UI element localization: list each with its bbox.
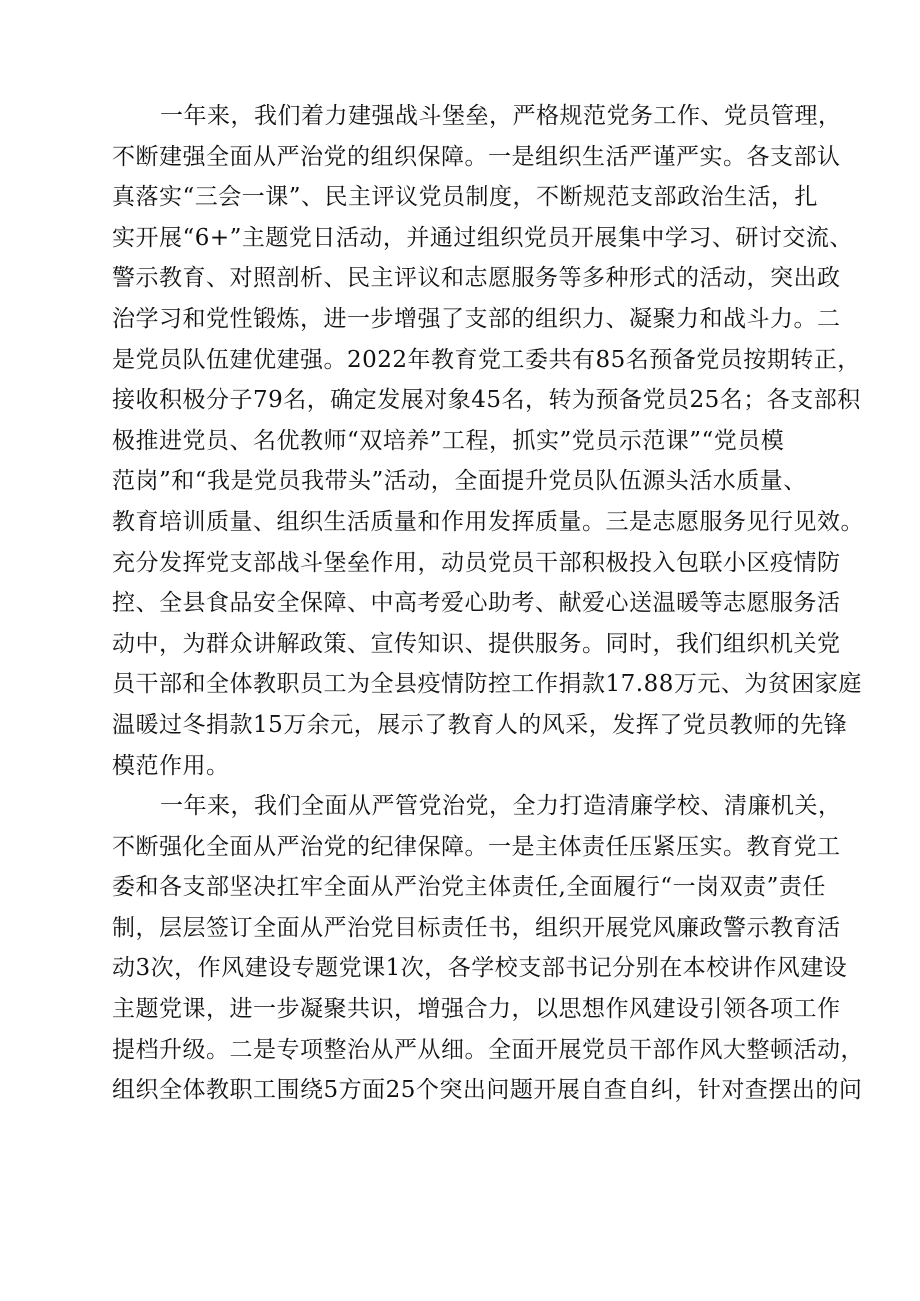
text-line: 一年来，我们着力建强战斗堡垒，严格规范党务工作、党员管理， — [160, 103, 842, 129]
text-line: 员干部和全体教职员工为全县疫情防控工作捐款17.88万元、为贫困家庭 — [112, 671, 862, 698]
text-line: 不断强化全面从严治党的纪律保障。一是主体责任压紧压实。教育党工 — [112, 833, 841, 860]
paragraph-2 — [112, 786, 864, 1111]
text-line: 范岗”和“我是党员我带头”活动，全面提升党员队伍源头活水质量、 — [112, 468, 807, 495]
text-line: 温暖过冬捐款15万余元，展示了教育人的风采，发挥了党员教师的先锋 — [112, 711, 848, 738]
text-line: 动3次，作风建设专题党课1次，各学校支部书记分别在本校讲作风建设 — [112, 955, 848, 982]
text-line: 真落实“三会一课”、民主评议党员制度，不断规范支部政治生活，扎 — [112, 184, 819, 211]
text-line: 接收积极分子79名，确定发展对象45名，转为预备党员25名；各支部积 — [112, 387, 861, 414]
text-line: 一年来，我们全面从严管党治党，全力打造清廉学校、清廉机关， — [160, 793, 842, 820]
document-body — [112, 96, 864, 1111]
paragraph-1 — [112, 96, 864, 786]
text-line: 控、全县食品安全保障、中高考爱心助考、献爱心送温暖等志愿服务活 — [112, 590, 841, 617]
text-line: 动中，为群众讲解政策、宣传知识、提供服务。同时，我们组织机关党 — [112, 630, 841, 657]
text-line: 主题党课，进一步凝聚共识，增强合力，以思想作风建设引领各项工作 — [112, 996, 841, 1023]
text-line: 提档升级。二是专项整治从严从细。全面开展党员干部作风大整顿活动， — [112, 1036, 864, 1063]
text-line: 不断建强全面从严治党的组织保障。一是组织生活严谨严实。各支部认 — [112, 143, 841, 170]
text-line: 组织全体教职工围绕5方面25个突出问题开展自查自纠，针对查摆出的问 — [112, 1077, 863, 1104]
text-line: 制，层层签订全面从严治党目标责任书，组织开展党风廉政警示教育活 — [112, 914, 841, 941]
text-line: 治学习和党性锻炼，进一步增强了支部的组织力、凝聚力和战斗力。二 — [112, 305, 841, 332]
text-line: 极推进党员、名优教师“双培养”工程，抓实”党员示范课”“党员模 — [112, 427, 785, 454]
text-line: 模范作用。 — [112, 752, 230, 779]
text-line: 警示教育、对照剖析、民主评议和志愿服务等多种形式的活动，突出政 — [112, 265, 841, 292]
text-line: 实开展“6+”主题党日活动，并通过组织党员开展集中学习、研讨交流、 — [112, 224, 853, 251]
text-line: 教育培训质量、组织生活质量和作用发挥质量。三是志愿服务见行见效。 — [112, 508, 864, 535]
text-line: 委和各支部坚决扛牢全面从严治党主体责任,全面履行“一岗双责”责任 — [112, 874, 826, 901]
text-line: 充分发挥党支部战斗堡垒作用，动员党员干部积极投入包联小区疫情防 — [112, 549, 841, 576]
text-line: 是党员队伍建优建强。2022年教育党工委共有85名预备党员按期转正， — [112, 346, 861, 373]
